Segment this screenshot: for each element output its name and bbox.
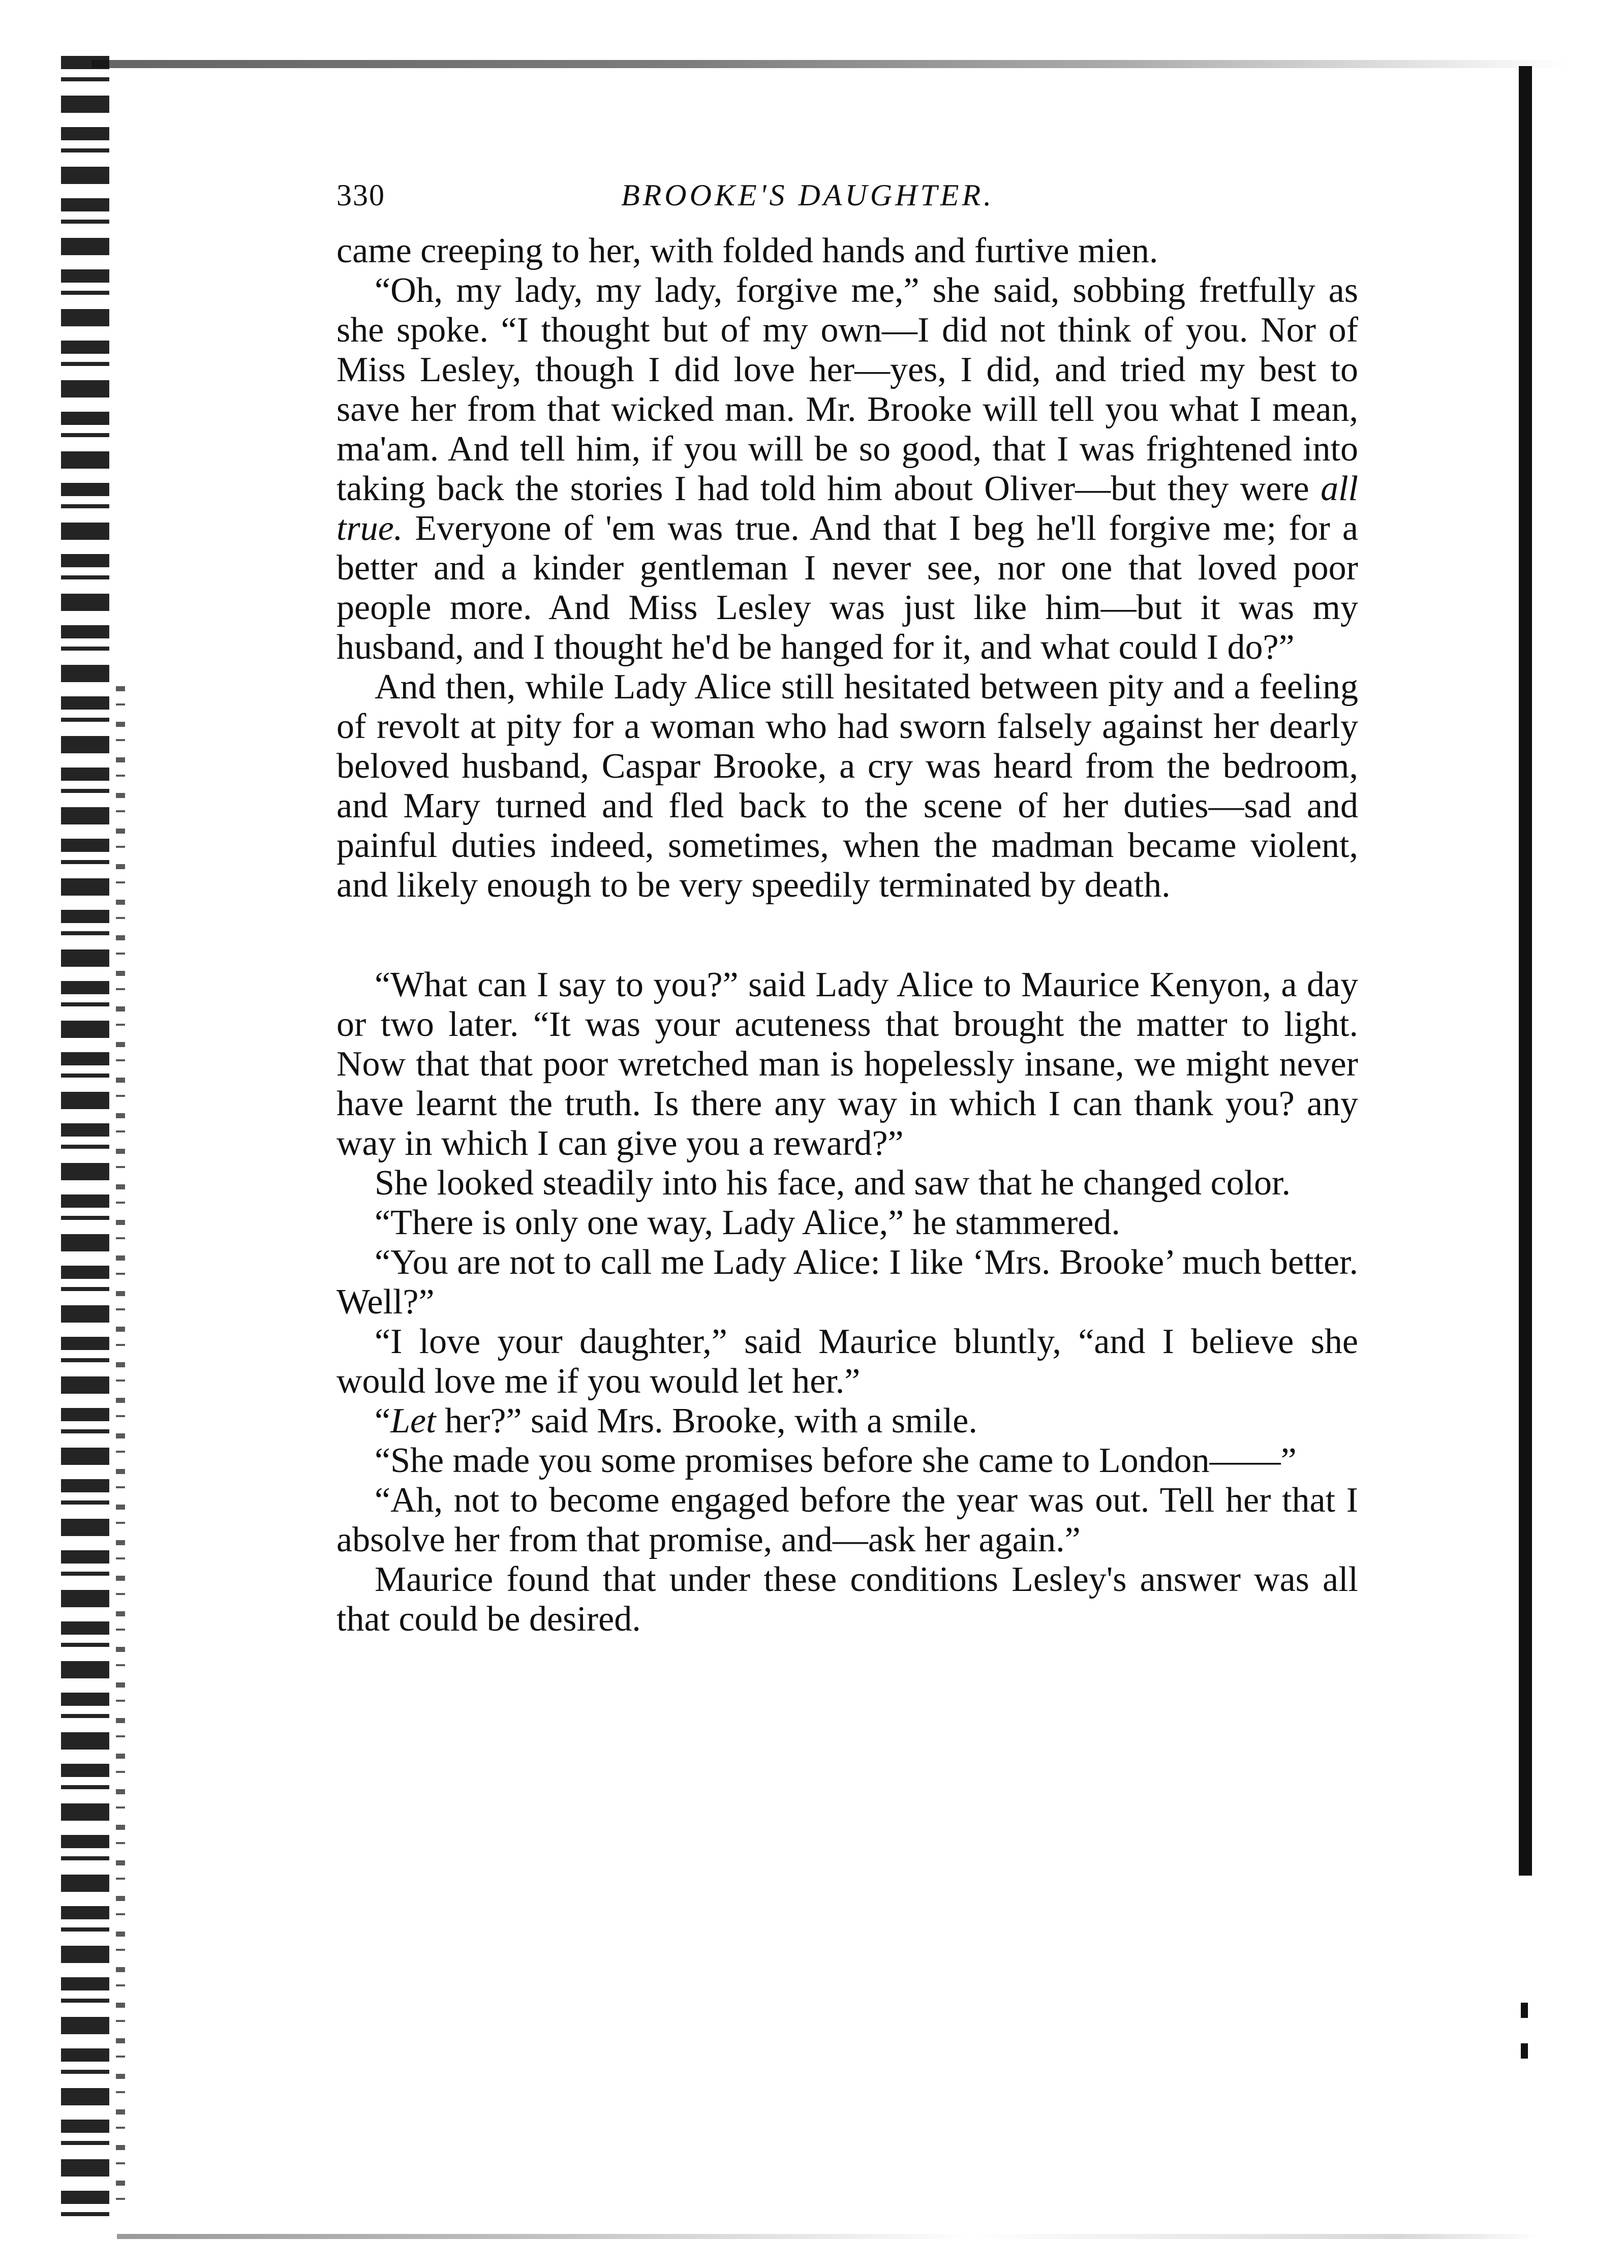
paragraph-text: “There is only one way, Lady Alice,” he stammered. — [375, 1203, 1120, 1242]
page-header — [336, 178, 1358, 219]
paragraph — [336, 1243, 1358, 1322]
paragraph — [336, 271, 1358, 667]
scan-edge-left — [61, 56, 109, 2221]
paragraph — [336, 667, 1358, 905]
paragraph-text: “I love your daughter,” said Maurice bluntly, “and I believe she would love me if you would let her.” — [336, 1322, 1358, 1401]
page-number: 330 — [336, 178, 385, 212]
paragraph — [336, 1481, 1358, 1560]
paragraph — [336, 1401, 1358, 1441]
book-page — [336, 178, 1358, 1639]
scan-edge-right — [1519, 66, 1532, 1876]
paragraph — [336, 231, 1358, 271]
paragraph — [336, 1203, 1358, 1243]
paragraph — [336, 1441, 1358, 1481]
paragraph — [336, 1560, 1358, 1639]
paragraph — [336, 1163, 1358, 1203]
paragraph-text: “ — [375, 1401, 391, 1441]
paragraph-text: “Oh, my lady, my lady, forgive me,” she said, sobbing fretfully as she spoke. “I thought but of my own—I did not think of you. Nor of Miss Lesley, though I did love her—yes, I did, and tried my best to save her from that wicked man. Mr. Brooke will tell you what I mean, ma'am. And tell him, if you will be so good, that I was frightened into taking back the stories I had told him about Oliver—but they were — [336, 271, 1358, 508]
paragraph-text: “You are not to call me Lady Alice: I like ‘Mrs. Brooke’ much better. Well?” — [336, 1243, 1358, 1322]
paragraph-text: Maurice found that under these conditions Lesley's answer was all that could be desired. — [336, 1560, 1358, 1639]
paragraph-text: “Ah, not to become engaged before the year was out. Tell her that I absolve her from that promise, and—ask her again.” — [336, 1481, 1358, 1559]
running-title: BROOKE'S DAUGHTER. — [621, 178, 995, 212]
scan-edge-right-lower — [1521, 2003, 1528, 2084]
paragraph-text: “She made you some promises before she came to London——” — [375, 1441, 1297, 1480]
paragraph-text: And then, while Lady Alice still hesitated between pity and a feeling of revolt at pity for a woman who had sworn falsely against her dearly beloved husband, Caspar Brooke, a cry was heard from the bedroom, and Mary turned and fled back to the scene of her duties—sad and painful duties indeed, sometimes, when the madman became violent, and likely enough to be very speedily terminated by death. — [336, 667, 1358, 905]
paragraph — [336, 1322, 1358, 1401]
paragraph-text: She looked steadily into his face, and saw that he changed color. — [375, 1163, 1291, 1203]
section-break — [336, 905, 1358, 965]
paragraph — [336, 965, 1358, 1163]
scan-edge-bottom — [117, 2234, 1540, 2239]
text-section-1 — [336, 231, 1358, 905]
paragraph-text: came creeping to her, with folded hands and furtive mien. — [336, 231, 1158, 270]
paragraph-text-continued: Everyone of 'em was true. And that I beg he'll forgive me; for a better and a kinder gentleman I never see, nor one that loved poor people more. And Miss Lesley was just like him—but it was my husband, and I thought he'd be hanged for it, and what could I do?” — [336, 509, 1358, 667]
paragraph-text: “What can I say to you?” said Lady Alice to Maurice Kenyon, a day or two later. “It was your acuteness that brought the matter to light. Now that that poor wretched man is hopelessly insane, we might never have learnt the truth. Is there any way in which I can thank you? any way in which I can give you a reward?” — [336, 965, 1358, 1163]
italic-emphasis: Let — [390, 1401, 436, 1441]
paragraph-text-continued: her?” said Mrs. Brooke, with a smile. — [436, 1401, 977, 1441]
italic-emphasis: all true. — [336, 469, 1358, 548]
scan-edge-top — [91, 60, 1566, 68]
scan-edge-left-inner — [116, 686, 125, 2211]
text-section-2 — [336, 965, 1358, 1639]
